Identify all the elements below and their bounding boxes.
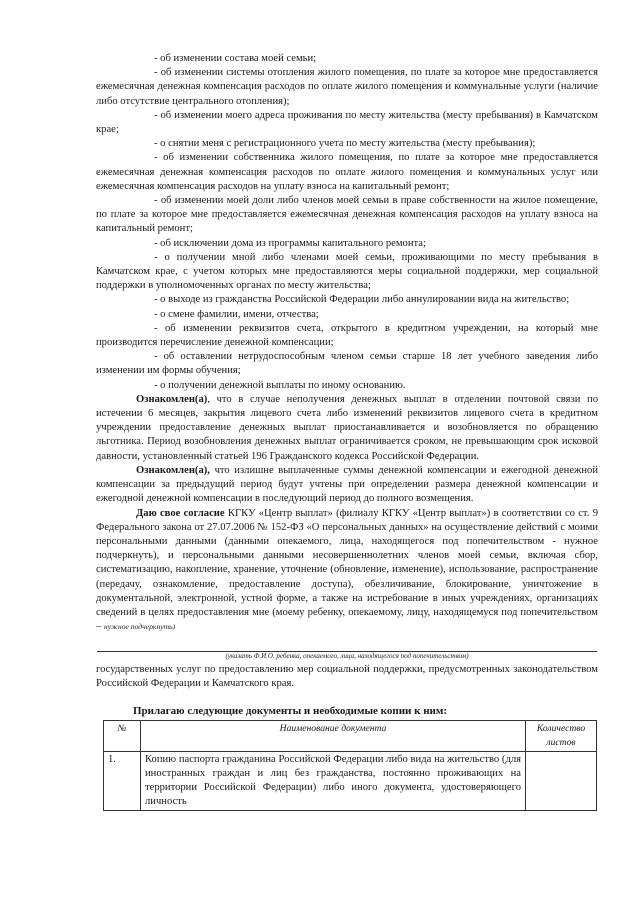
consent-lead: Даю свое согласие (136, 507, 225, 519)
list-item: - об изменении моего адреса проживания по месту жительства (месту пребывания) в Камчатском крае; (96, 109, 598, 136)
consent-paragraph (96, 507, 598, 635)
acknowledgement-paragraph-2 (96, 464, 598, 507)
consent-note: нужное подчеркнуть) (103, 622, 176, 632)
acknowledgement-lead: Ознакомлен(а) (136, 393, 208, 405)
acknowledgement-text: , что в случае неполучения денежных выплат в отделении почтовой связи по истечении 6 месяцев, закрытия лицевого счета либо изменений реквизитов лицевого счета в кредитном учреждении предоставление денежных выплат приостанавливается и возобновляется по обращению льготника. Период возобновления денежных выплат ограничивается сроком, не превышающим срок исковой давности, установленный статьей 196 Гражданского кодекса Российской Федерации. (96, 393, 598, 462)
column-header-quantity: Количество листов (526, 721, 597, 752)
list-item: - об изменении реквизитов счета, открытого в кредитном учреждении, на который мне производится перечисление денежной компенсации; (96, 322, 598, 349)
acknowledgement-lead: Ознакомлен(а), (136, 464, 210, 476)
list-item: - об изменении системы отопления жилого помещения, по плате за которое мне предоставляется ежемесячная денежная компенсация расходов по оплате жилого помещения и коммунальные услуги (наличие либо отсутствие центрального отопления); (96, 67, 598, 107)
list-item: - об изменении моей доли либо членов моей семьи в праве собственности на жилое помещение, по плате за которое мне предоставляется ежемесячная денежная компенсация расходов на уплату взноса на капитальный ремонт; (96, 195, 598, 235)
list-item: - о получении денежной выплаты по иному основанию. (154, 379, 406, 391)
column-header-name: Наименование документа (141, 721, 526, 752)
consent-text: КГКУ «Центр выплат» (филиалу КГКУ «Центр выплат») в соответствии со ст. 9 Федерального закона от 27.07.2006 № 152-ФЗ «О персональных данных» на осуществление действий с моими персональными данными (данными опекаемого, лица, находящегося под попечительством - нужное подчеркнуть), и персональными данными несовершеннолетних членов моей семьи, включая сбор, систематизацию, накопление, хранение, уточнение (обновление, изменение), использование, распространение (передачу, ознакомление, предоставление доступа), обезличивание, блокирование, уничтожение в документальной, электронной, устной форме, а также на истребование в иных учреждениях, организациях сведений в целях предоставления мне (моему ребенку, опекаемому, лицу, находящемуся под попечительством – (96, 507, 598, 633)
table-row (104, 752, 597, 811)
row-quantity[interactable] (526, 752, 597, 811)
list-item: - об исключении дома из программы капитального ремонта; (154, 237, 426, 249)
acknowledgement-text: что излишне выплаченные суммы денежной компенсации и ежегодной денежной компенсации за предыдущий период будут учтены при определении размера денежной компенсации и ежегодной денежной компенсации в последующий период до полного возмещения. (96, 464, 598, 505)
column-header-number: № (104, 721, 141, 752)
list-item: - о получении мной либо членами моей семьи, проживающими по месту пребывания в Камчатском крае, с учетом которых мне предоставляются меры социальной поддержки, мер социальной поддержки в уполномоченных органах по месту жительства; (96, 251, 598, 292)
acknowledgement-paragraph-1 (96, 393, 598, 464)
after-signature-text: государственных услуг по предоставлению мер социальной поддержки, предусмотренных законодательством Российской Федерации и Камчатского края. (96, 664, 598, 690)
list-item: - об изменении состава моей семьи; (154, 53, 317, 64)
table-header-row (104, 721, 597, 752)
list-item: - о смене фамилии, имени, отчества; (154, 308, 319, 320)
list-item: - об оставлении нетрудоспособным членом семьи старше 18 лет учебного заведения либо изменении им формы обучения; (96, 351, 598, 377)
list-item: - о снятии меня с регистрационного учета по месту жительства (месту пребывания); (154, 138, 536, 150)
signature-caption: (указать Ф.И.О. ребенка, опекаемого, лица, находящегося под попечительством) (225, 652, 469, 660)
row-document-name: Копию паспорта гражданина Российской Федерации либо вида на жительство (для иностранных граждан и лиц без гражданства, постоянно проживающих на территории Российской Федерации) либо иного документа, удостоверяющего личность (141, 752, 526, 811)
list-item: - о выходе из гражданства Российской Федерации либо аннулировании вида на жительство; (154, 294, 570, 306)
list-item: - об изменении собственника жилого помещения, по плате за которое мне предоставляется ежемесячная денежная компенсация расходов по оплате жилого помещения и коммунальных услуг или ежемесячная компенсация расходов на уплату взноса на капитальный ремонт; (96, 152, 598, 192)
documents-table (103, 720, 597, 811)
documents-heading: Прилагаю следующие документы и необходимые копии к ним: (133, 705, 448, 717)
notification-list (96, 52, 598, 634)
row-number: 1. (104, 752, 141, 811)
